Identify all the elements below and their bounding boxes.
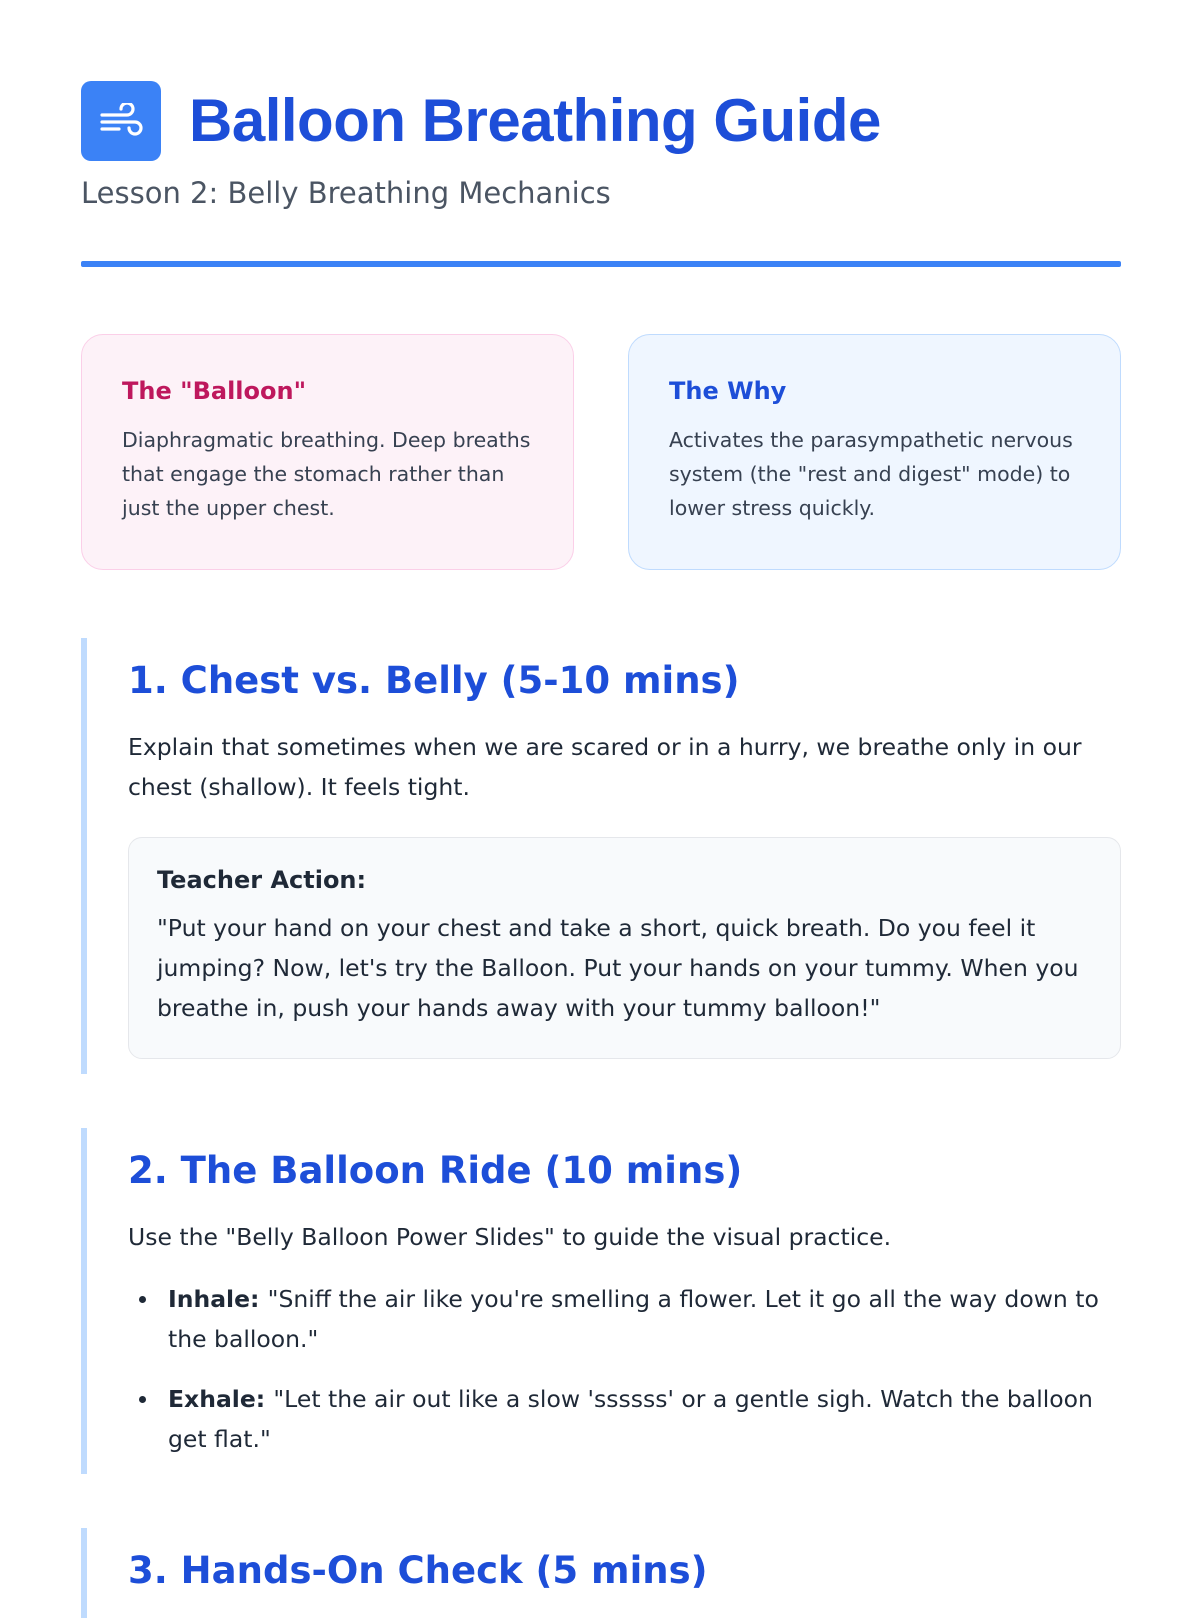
step-text: "Let the air out like a slow 'ssssss' or a gentle sigh. Watch the balloon get flat."	[168, 1385, 1093, 1453]
lesson-subtitle: Lesson 2: Belly Breathing Mechanics	[81, 176, 611, 210]
list-item	[128, 1379, 1121, 1459]
step-text: "Sniff the air like you're smelling a flower. Let it go all the way down to the balloon."	[168, 1285, 1099, 1353]
breathing-steps-list	[128, 1279, 1121, 1459]
section-chest-vs-belly	[81, 638, 1121, 1074]
card-title: The "Balloon"	[122, 377, 307, 405]
teacher-action-text: "Put your hand on your chest and take a short, quick breath. Do you feel it jumping? Now, let's try the Balloon. Put your hands on your tummy. When you breathe in, push your hands away with your tummy balloon!"	[157, 914, 1079, 1022]
section-title: 3. Hands-On Check (5 mins)	[128, 1549, 708, 1592]
card-title: The Why	[669, 377, 787, 405]
header-divider	[81, 261, 1121, 267]
teacher-action-title: Teacher Action:	[157, 866, 367, 894]
section-title: 1. Chest vs. Belly (5-10 mins)	[128, 659, 740, 702]
step-label: Exhale:	[168, 1385, 274, 1413]
list-item	[128, 1279, 1121, 1359]
step-label: Inhale:	[168, 1285, 268, 1313]
card-text: Activates the parasympathetic nervous system (the "rest and digest" mode) to lower stress quickly.	[669, 428, 1073, 520]
page-title: Balloon Breathing Guide	[189, 87, 881, 154]
section-text: Use the "Belly Balloon Power Slides" to guide the visual practice.	[128, 1223, 892, 1251]
teacher-action-box	[128, 837, 1121, 1059]
card-text: Diaphragmatic breathing. Deep breaths that engage the stomach rather than just the upper chest.	[122, 428, 531, 520]
section-balloon-ride	[81, 1128, 1121, 1474]
section-text: Explain that sometimes when we are scared or in a hurry, we breathe only in our chest (shallow). It feels tight.	[128, 733, 1082, 801]
wind-icon	[81, 81, 161, 161]
section-hands-on-check	[81, 1528, 1121, 1618]
page-header	[81, 81, 881, 161]
why-card	[628, 334, 1121, 570]
section-title: 2. The Balloon Ride (10 mins)	[128, 1149, 743, 1192]
balloon-definition-card	[81, 334, 574, 570]
